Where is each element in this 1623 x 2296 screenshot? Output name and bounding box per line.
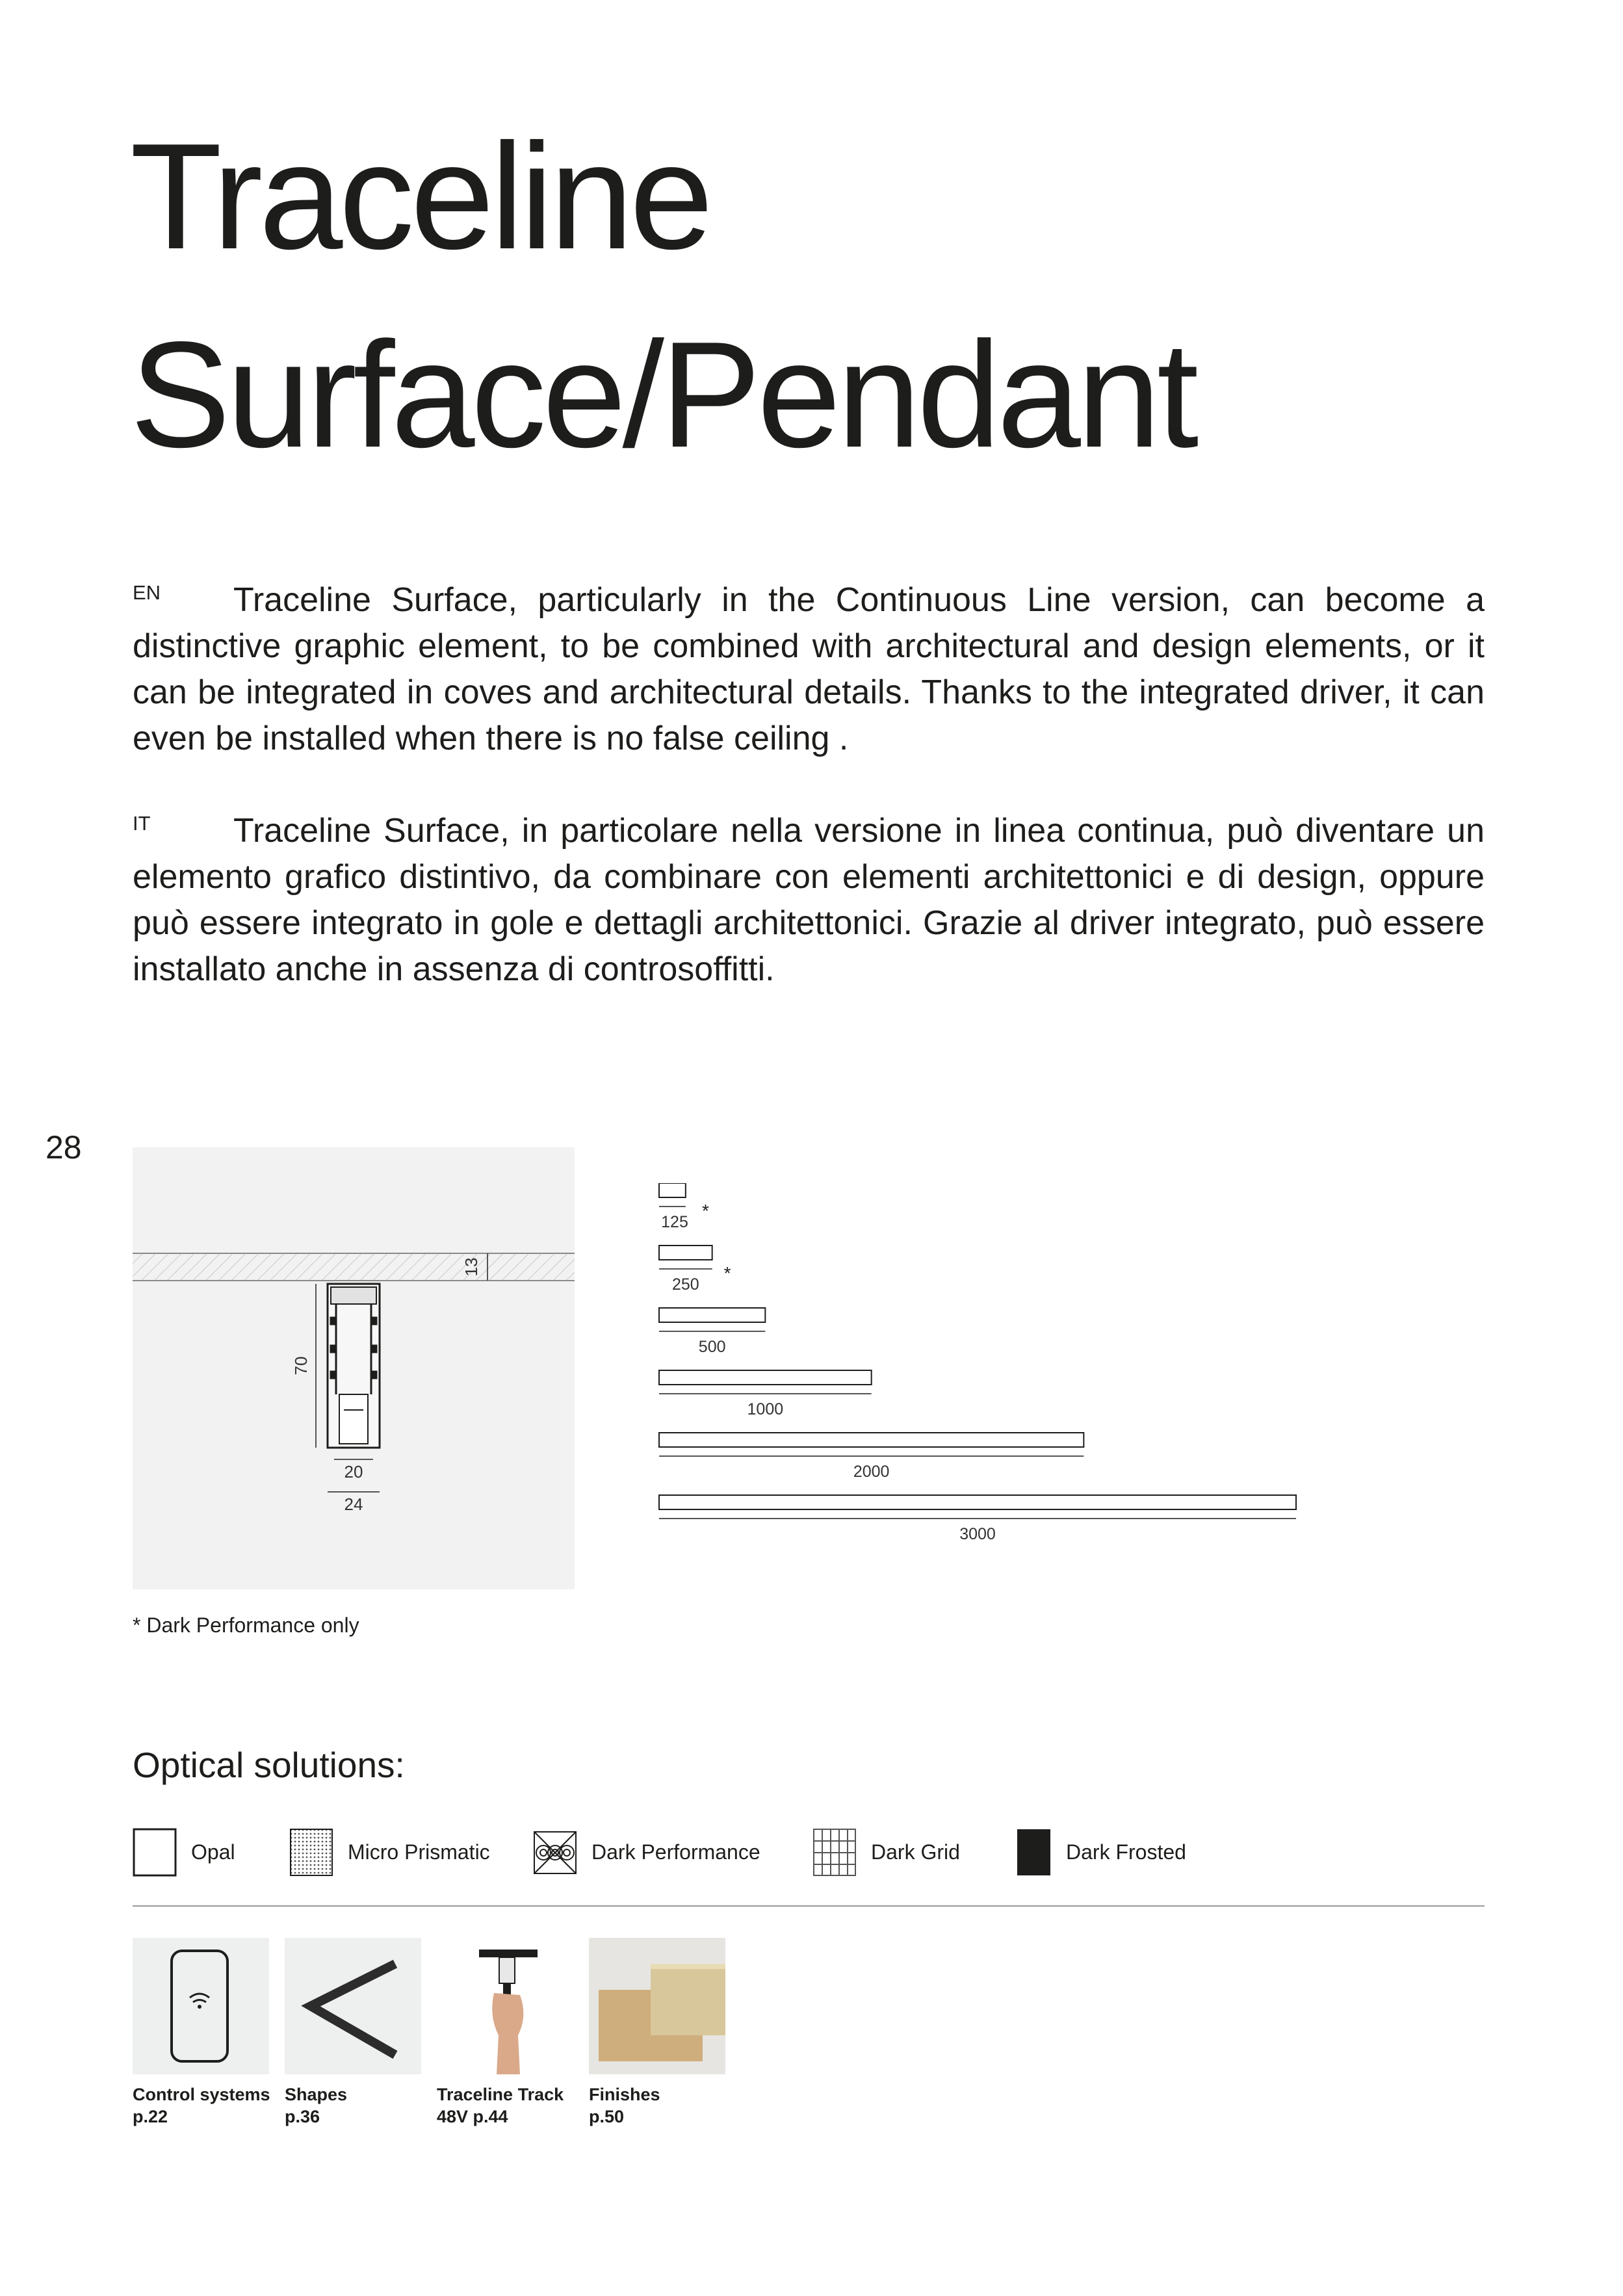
profile-body bbox=[328, 1284, 380, 1448]
lang-label-it: IT bbox=[133, 812, 151, 835]
description-en-text: Traceline Surface, particularly in the Continuous Line version, can become a distinctive graphic element, to be combined with architectural and design elements, or it can be integrated in coves and architectural details. Thanks to the integrated driver, it can even be installed when there is no false ceiling . bbox=[133, 581, 1485, 757]
length-label: 2000 bbox=[853, 1463, 890, 1481]
lengths-svg bbox=[650, 1183, 1326, 1573]
thumb-shapes[interactable] bbox=[285, 1938, 421, 2074]
length-label: 250 bbox=[671, 1275, 699, 1294]
title-line-2: Surface/Pendant bbox=[130, 311, 1195, 479]
length-3000 bbox=[659, 1495, 1296, 1543]
shapes-icon bbox=[285, 1938, 421, 2074]
page-number: 28 bbox=[45, 1129, 82, 1166]
length-250 bbox=[659, 1246, 731, 1294]
length-label: 1000 bbox=[747, 1400, 784, 1418]
length-bar bbox=[659, 1308, 765, 1322]
ceiling-hatch bbox=[133, 1253, 575, 1281]
description-en bbox=[133, 577, 1485, 762]
profile-section-svg bbox=[133, 1147, 575, 1589]
micro-prismatic-icon bbox=[289, 1828, 333, 1877]
dark-frosted-icon bbox=[1016, 1828, 1052, 1877]
length-label: 3000 bbox=[959, 1525, 996, 1543]
length-bar bbox=[659, 1433, 1084, 1447]
lang-label-en: EN bbox=[133, 581, 161, 604]
length-asterisk: * bbox=[702, 1201, 709, 1221]
optic-micro-prismatic bbox=[289, 1828, 490, 1877]
caption-line-1: Traceline Track bbox=[437, 2085, 564, 2104]
opal-icon bbox=[133, 1828, 177, 1877]
optic-label: Dark Frosted bbox=[1066, 1840, 1186, 1864]
section-drawing bbox=[133, 1147, 575, 1589]
optic-dark-grid bbox=[812, 1828, 960, 1877]
caption-control-systems[interactable] bbox=[133, 2083, 289, 2128]
length-bar bbox=[659, 1495, 1296, 1509]
description-it bbox=[133, 808, 1485, 993]
optic-label: Opal bbox=[191, 1840, 235, 1864]
length-bar bbox=[659, 1246, 712, 1260]
description-it-text: Traceline Surface, in particolare nella versione in linea continua, può diventare un elemento grafico distintivo, da combinare con elementi architettonici e di design, oppure può essere integrato in gole e dettagli architettonici. Grazie al driver integrato, può essere installato anche in assenza di controsoffitti. bbox=[133, 812, 1485, 988]
caption-line-1: Finishes bbox=[589, 2085, 660, 2104]
footnote: * Dark Performance only bbox=[133, 1613, 359, 1637]
caption-line-2: p.50 bbox=[589, 2107, 625, 2126]
length-label: 500 bbox=[698, 1338, 726, 1356]
finishes-icon bbox=[589, 1938, 725, 2074]
length-asterisk: * bbox=[723, 1263, 731, 1283]
lengths-diagram bbox=[650, 1183, 1326, 1573]
caption-line-1: Control systems bbox=[133, 2085, 270, 2104]
optical-solutions-title: Optical solutions: bbox=[133, 1745, 405, 1785]
optic-label: Micro Prismatic bbox=[348, 1840, 490, 1864]
caption-finishes[interactable] bbox=[589, 2083, 745, 2128]
caption-line-2: p.22 bbox=[133, 2107, 168, 2126]
length-125 bbox=[659, 1183, 709, 1231]
optic-dark-frosted bbox=[1016, 1828, 1186, 1877]
optic-dark-performance bbox=[533, 1828, 760, 1877]
thumb-traceline-track[interactable] bbox=[437, 1938, 573, 2074]
length-500 bbox=[659, 1308, 765, 1356]
page-title bbox=[130, 98, 1495, 494]
caption-line-2: 48V p.44 bbox=[437, 2107, 508, 2126]
thumb-control-systems[interactable] bbox=[133, 1938, 269, 2074]
length-2000 bbox=[659, 1433, 1084, 1481]
ceiling-dim-label: 13 bbox=[461, 1257, 481, 1277]
length-1000 bbox=[659, 1370, 872, 1418]
dark-grid-icon bbox=[812, 1828, 857, 1877]
optic-label: Dark Performance bbox=[591, 1840, 760, 1864]
caption-line-1: Shapes bbox=[285, 2085, 348, 2104]
length-bar bbox=[659, 1370, 872, 1385]
outer-width-label: 24 bbox=[344, 1494, 363, 1514]
dark-performance-icon bbox=[533, 1828, 577, 1877]
title-line-1: Traceline bbox=[130, 112, 710, 281]
caption-traceline-track[interactable] bbox=[437, 2083, 593, 2128]
thumb-finishes[interactable] bbox=[589, 1938, 725, 2074]
optic-opal bbox=[133, 1828, 235, 1877]
height-dim-label: 70 bbox=[291, 1356, 311, 1376]
caption-line-2: p.36 bbox=[285, 2107, 320, 2126]
optic-label: Dark Grid bbox=[871, 1840, 960, 1864]
track-hand-icon bbox=[437, 1938, 573, 2074]
length-bar bbox=[659, 1183, 686, 1197]
section-divider bbox=[133, 1905, 1485, 1907]
inner-width-label: 20 bbox=[344, 1462, 363, 1481]
caption-shapes[interactable] bbox=[285, 2083, 441, 2128]
smartphone-icon bbox=[133, 1938, 269, 2074]
length-label: 125 bbox=[661, 1213, 688, 1231]
